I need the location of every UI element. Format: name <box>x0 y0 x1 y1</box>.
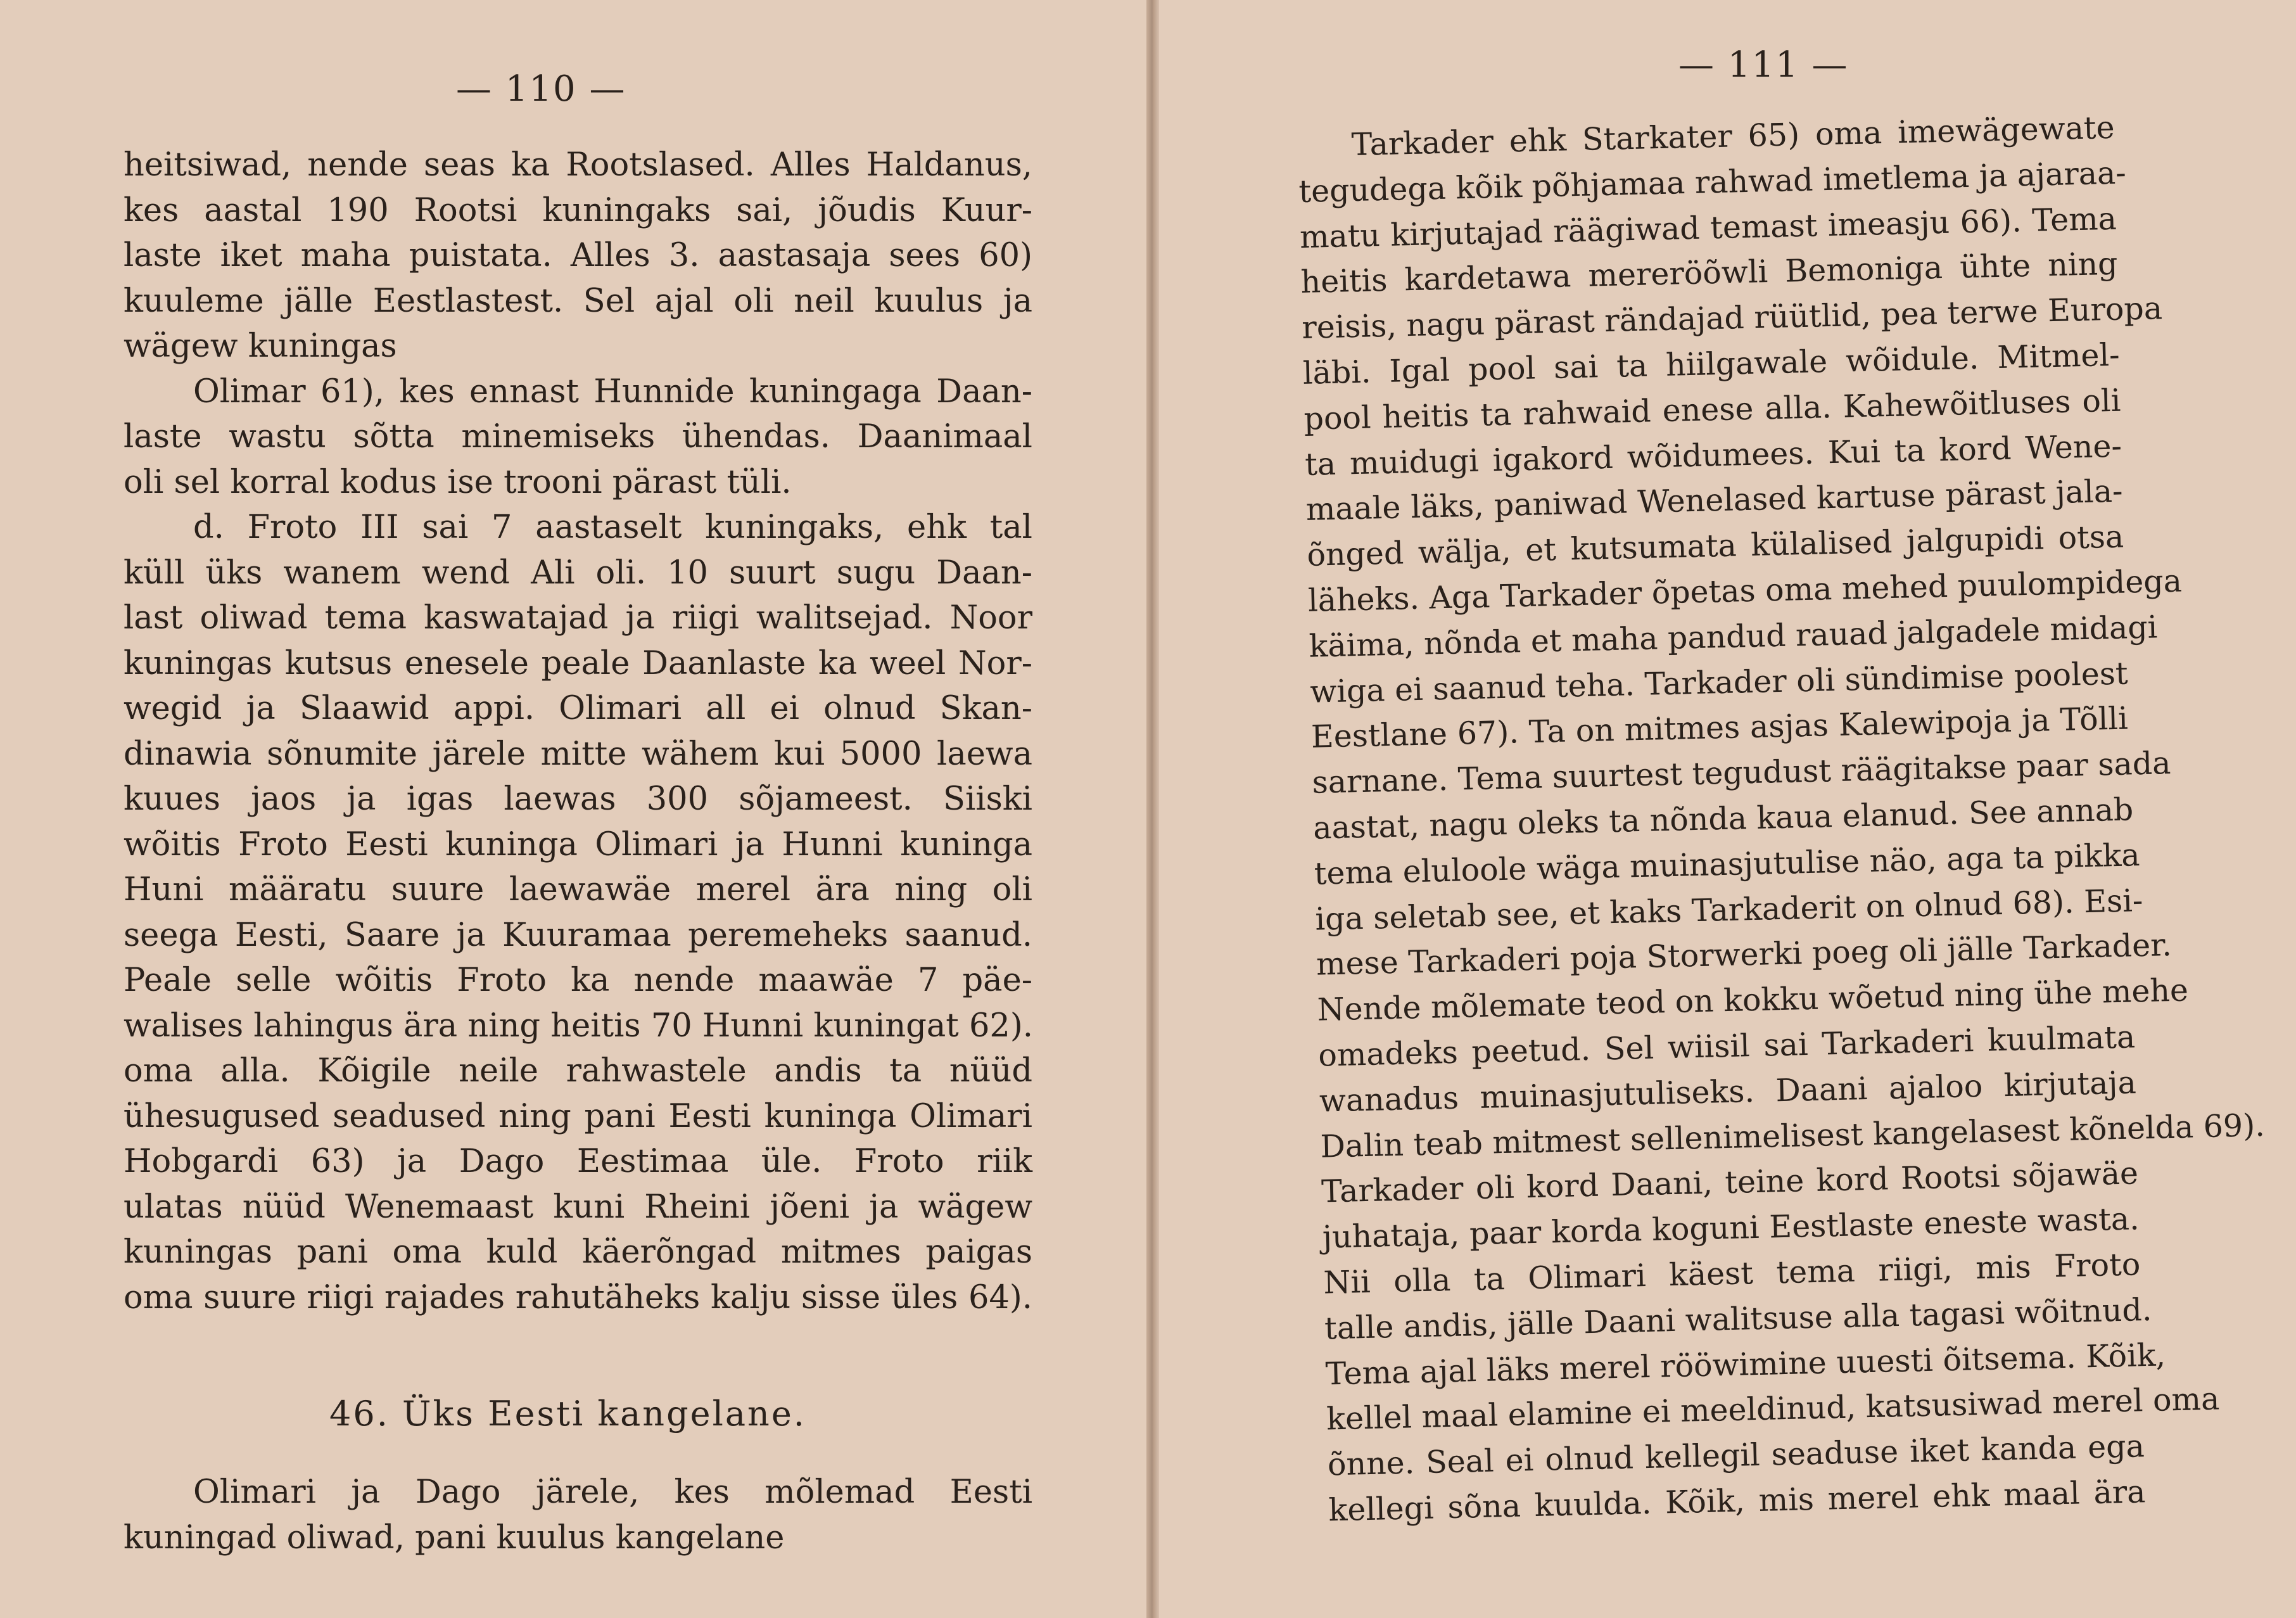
text-line: kellel maal elamine ei meeldinud, katsusiwad merel oma <box>1326 1380 2220 1437</box>
page-number: — 111 — <box>1678 44 1849 86</box>
section-heading: 46. Üks Eesti kangelane. <box>329 1394 806 1434</box>
text-line: Huni määratu suure laewawäe merel ära ning oli <box>124 871 1032 908</box>
text-line: ulatas nüüd Wenemaast kuni Rheini jõeni ja wägew <box>124 1188 1032 1226</box>
text-line: käima, nõnda et maha pandud rauad jalgadele midagi <box>1309 609 2158 665</box>
text-line: Olimari ja Dago järele, kes mõlemad Eesti <box>193 1474 1032 1511</box>
text-line: kuuleme jälle Eestlastest. Sel ajal oli neil kuulus ja <box>124 282 1032 320</box>
text-line: ta muidugi igakord wõidumees. Kui ta kord Wene- <box>1304 428 2122 483</box>
book-gutter <box>1146 0 1159 1618</box>
text-line: iga seletab see, et kaks Tarkaderit on olnud 68). Esi- <box>1314 882 2143 938</box>
text-line: last oliwad tema kaswatajad ja riigi walitsejad. Noor <box>124 599 1032 637</box>
text-line: juhataja, paar korda koguni Eestlaste eneste wasta. <box>1322 1201 2140 1256</box>
text-line: kuues jaos ja igas laewas 300 sõjameest. Siiski <box>124 780 1032 818</box>
text-line: reisis, nagu pärast rändajad rüütlid, pea terwe Europa <box>1301 290 2163 347</box>
text-line: Nende mõlemate teod on kokku wõetud ning ühe mehe <box>1317 972 2189 1028</box>
text-line: oma alla. Kõigile neile rahwastele andis ta nüüd <box>124 1052 1032 1090</box>
text-line: pool heitis ta rahwaid enese alla. Kahewõitluses oli <box>1303 382 2121 437</box>
text-line: talle andis, jälle Daani walitsuse alla tagasi wõitnud. <box>1324 1291 2152 1347</box>
text-line: omadeks peetud. Sel wiisil sai Tarkaderi kuulmata <box>1317 1019 2136 1074</box>
text-line: dinawia sõnumite järele mitte wähem kui 5000 laewa <box>124 735 1032 773</box>
body-text <box>124 143 1032 1320</box>
text-line: oma suure riigi rajades rahutäheks kalju sisse üles 64). <box>124 1278 1032 1316</box>
text-line: heitis kardetawa mereröõwli Bemoniga ühte ning <box>1300 246 2119 301</box>
text-line: kellegi sõna kuulda. Kõik, mis merel ehk maal ära <box>1328 1474 2146 1529</box>
text-line: Peale selle wõitis Froto ka nende maawäe 7 päe- <box>124 962 1032 999</box>
text-line: laste iket maha puistata. Alles 3. aastasaja sees 60) <box>124 237 1032 274</box>
text-line: õnne. Seal ei olnud kellegil seaduse iket kanda ega <box>1327 1428 2145 1483</box>
left-page <box>0 0 1146 1618</box>
text-line: tegudega kõik põhjamaa rahwad imetlema ja ajaraa- <box>1298 155 2127 210</box>
text-line: wanadus muinasjutuliseks. Daani ajaloo kirjutaja <box>1319 1064 2137 1119</box>
text-line: sarnane. Tema suurtest tegudust räägitakse paar sada <box>1311 745 2171 801</box>
text-line: kuningas pani oma kuld käerõngad mitmes paigas <box>124 1233 1032 1271</box>
text-line: Olimar 61), kes ennast Hunnide kuningaga Daan- <box>193 373 1032 411</box>
text-line: Tema ajal läks merel rööwimine uuesti õitsema. Kõik, <box>1325 1336 2166 1392</box>
text-line: küll üks wanem wend Ali oli. 10 suurt sugu Daan- <box>124 554 1032 592</box>
text-line: wiga ei saanud teha. Tarkader oli sündimise poolest <box>1309 655 2129 710</box>
text-line: tema eluloole wäga muinasjutulise näo, aga ta pikka <box>1314 836 2141 892</box>
text-line: wegid ja Slaawid appi. Olimari all ei olnud Skan- <box>124 690 1032 727</box>
right-page <box>1159 0 2296 1618</box>
text-line: d. Froto III sai 7 aastaselt kuningaks, ehk tal <box>193 509 1032 546</box>
text-line: läheks. Aga Tarkader õpetas oma mehed puulompidega <box>1307 563 2183 619</box>
text-line: walises lahingus ära ning heitis 70 Hunni kuningat 62). <box>124 1007 1033 1045</box>
text-line: läbi. Igal pool sai ta hiilgawale wõidule. Mitmel- <box>1302 336 2121 392</box>
text-line: wägew kuningas <box>124 328 397 365</box>
text-line: seega Eesti, Saare ja Kuuramaa peremeheks saanud. <box>124 916 1032 954</box>
text-line: mese Tarkaderi poja Storwerki poeg oli jälle Tarkader. <box>1316 927 2172 983</box>
text-line: ühesugused seadused ning pani Eesti kuninga Olimari <box>124 1097 1032 1135</box>
text-line: kuningad oliwad, pani kuulus kangelane <box>124 1519 785 1557</box>
text-line: Nii olla ta Olimari käest tema riigi, mis Froto <box>1322 1246 2141 1301</box>
text-line: kuningas kutsus enesele peale Daanlaste ka weel Nor- <box>124 644 1032 682</box>
text-line: oli sel korral kodus ise trooni pärast tüli. <box>124 463 792 501</box>
text-line: Tarkader ehk Starkater 65) oma imewägewate <box>1351 109 2115 163</box>
text-line: laste wastu sõtta minemiseks ühendas. Daanimaal <box>124 418 1032 455</box>
text-line: wõitis Froto Eesti kuninga Olimari ja Hunni kuninga <box>124 825 1032 863</box>
text-line: aastat, nagu oleks ta nõnda kaua elanud. See annab <box>1312 791 2134 846</box>
page-number: — 110 — <box>456 68 626 110</box>
text-line: heitsiwad, nende seas ka Rootslased. Alles Haldanus, <box>124 146 1032 184</box>
text-line: Eestlane 67). Ta on mitmes asjas Kalewipoja ja Tõlli <box>1310 700 2129 756</box>
text-line: maale läks, paniwad Wenelased kartuse pärast jala- <box>1305 473 2124 528</box>
text-line: Tarkader oli kord Daani, teine kord Rootsi sõjawäe <box>1321 1155 2139 1210</box>
text-line: matu kirjutajad räägiwad temast imeasju 66). Tema <box>1299 200 2117 255</box>
text-line: kes aastal 190 Rootsi kuningaks sai, jõudis Kuur- <box>124 191 1032 229</box>
text-line: Dalin teab mitmest sellenimelisest kangelasest kõnelda 69). <box>1319 1107 2266 1165</box>
text-line: Hobgardi 63) ja Dago Eestimaa üle. Froto riik <box>124 1143 1032 1180</box>
body-text <box>1297 105 2266 1533</box>
text-line: õnged wälja, et kutsumata külalised jalgupidi otsa <box>1306 518 2124 573</box>
section-body-text <box>124 1470 1032 1560</box>
